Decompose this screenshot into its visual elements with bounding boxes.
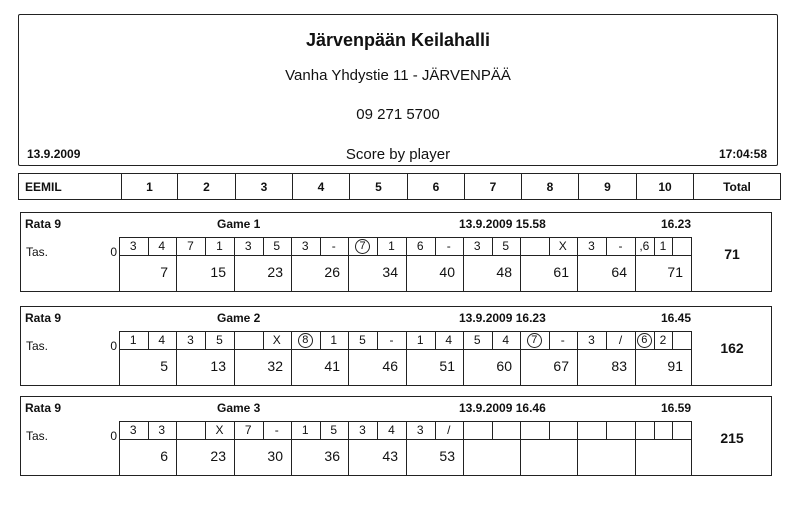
- ball-mark: 7: [187, 239, 194, 253]
- ball-mark: X: [272, 333, 281, 347]
- ball-mark: 5: [359, 333, 366, 347]
- print-date: 13.9.2009: [27, 147, 81, 161]
- frame-grid: [21, 237, 771, 291]
- frame-score: [635, 441, 691, 471]
- ball-mark: [234, 331, 263, 349]
- game-end: 16.45: [661, 311, 692, 325]
- ball-mark: [463, 421, 492, 439]
- ball-mark: 1: [129, 333, 137, 347]
- lane-label: Rata 9: [25, 311, 62, 325]
- ball-mark: 3: [473, 239, 481, 253]
- handicap-label: Tas.: [26, 429, 49, 443]
- ball-mark-split: [291, 331, 320, 349]
- game-title: Game 2: [217, 311, 261, 325]
- frame-grid: [21, 331, 771, 385]
- frame-score: 51: [439, 358, 455, 374]
- report-subtitle: Score by player: [345, 146, 451, 163]
- frame-score: 83: [611, 358, 627, 374]
- frame-label: 10: [637, 174, 694, 199]
- frame-score: [520, 441, 577, 471]
- frame-score: 60: [496, 358, 512, 374]
- ball-mark: 1: [388, 239, 395, 253]
- ball-mark: [520, 421, 549, 439]
- frame-score: 61: [553, 264, 569, 280]
- ball-mark: 7: [244, 423, 252, 437]
- game-start: 13.9.2009 16.46: [459, 401, 546, 415]
- game-card: [20, 212, 772, 292]
- ball-mark: 3: [244, 239, 252, 253]
- frame-score: 15: [210, 264, 226, 280]
- game-total: 215: [720, 430, 744, 446]
- ball-mark: -: [331, 239, 336, 253]
- ball-mark: -: [389, 333, 394, 347]
- ball-mark: 1: [659, 239, 667, 253]
- ball-mark: -: [274, 423, 279, 437]
- frame-label: 7: [465, 174, 522, 199]
- game-title: Game 1: [217, 217, 261, 231]
- frame-score: 7: [160, 264, 168, 280]
- hall-phone: 09 271 5700: [356, 106, 440, 123]
- ball-mark-split: [348, 237, 377, 255]
- ball-mark: 3: [187, 333, 194, 347]
- ball-mark: 1: [216, 239, 223, 253]
- ball-mark: 5: [330, 423, 338, 437]
- ball-mark: 4: [158, 333, 166, 347]
- frame-score: 91: [667, 358, 683, 374]
- split-mark: 8: [298, 333, 313, 348]
- hall-header: [18, 14, 778, 166]
- ball-mark: /: [618, 333, 623, 347]
- ball-mark: 1: [330, 333, 338, 347]
- frame-score: 67: [553, 358, 569, 374]
- ball-mark: [654, 421, 673, 439]
- ball-mark: -: [560, 333, 565, 347]
- ball-mark: 3: [416, 423, 424, 437]
- grid-line: [691, 237, 692, 291]
- frame-score: 36: [324, 448, 340, 464]
- hall-name: Järvenpään Keilahalli: [305, 30, 491, 50]
- ball-mark: X: [215, 423, 224, 437]
- ball-mark: ,6: [639, 239, 650, 253]
- frame-label: 4: [293, 174, 350, 199]
- total-label: Total: [723, 179, 751, 194]
- frame-score: 13: [210, 358, 226, 374]
- ball-mark: 6: [416, 239, 424, 253]
- handicap-label: Tas.: [26, 245, 49, 259]
- frame-score: 26: [324, 264, 340, 280]
- lane-label: Rata 9: [25, 401, 62, 415]
- game-start: 13.9.2009 15.58: [459, 217, 546, 231]
- ball-mark: 4: [502, 333, 510, 347]
- split-mark: 7: [355, 239, 370, 254]
- ball-mark: 1: [301, 423, 309, 437]
- ball-mark: [577, 421, 606, 439]
- grid-line: [691, 421, 692, 475]
- ball-mark: 3: [301, 239, 309, 253]
- ball-mark: 4: [388, 423, 395, 437]
- ball-mark: [635, 421, 654, 439]
- frame-label: 6: [408, 174, 465, 199]
- ball-mark: [549, 421, 578, 439]
- frame-score: 23: [267, 264, 283, 280]
- player-name: EEMIL: [19, 174, 122, 199]
- handicap-value: 0: [110, 339, 117, 353]
- game-total: 162: [720, 340, 744, 356]
- handicap-label: Tas.: [26, 339, 49, 353]
- game-start: 13.9.2009 16.23: [459, 311, 546, 325]
- game-end: 16.59: [661, 401, 692, 415]
- frame-score: 6: [160, 448, 168, 464]
- ball-mark: 3: [158, 423, 166, 437]
- handicap-value: 0: [110, 245, 117, 259]
- frame-score: 30: [267, 448, 283, 464]
- frame-label: 8: [522, 174, 579, 199]
- frame-label: 9: [579, 174, 637, 199]
- frame-score: [577, 441, 635, 471]
- split-mark: 6: [637, 333, 652, 348]
- ball-mark: 4: [158, 239, 166, 253]
- player-header-row: [18, 173, 781, 200]
- ball-mark: /: [447, 423, 451, 437]
- frame-score: 64: [611, 264, 627, 280]
- ball-mark: 3: [129, 239, 137, 253]
- ball-mark: [672, 421, 691, 439]
- frame-score: 34: [382, 264, 398, 280]
- frame-score: 41: [324, 358, 340, 374]
- frame-score: 46: [382, 358, 398, 374]
- ball-mark: -: [446, 239, 451, 253]
- frame-score: 32: [267, 358, 283, 374]
- game-card: [20, 306, 772, 386]
- game-end: 16.23: [661, 217, 692, 231]
- grid-line: [691, 331, 692, 385]
- ball-mark: 3: [588, 239, 595, 253]
- ball-mark: [520, 237, 549, 255]
- frame-score: 53: [439, 448, 455, 464]
- ball-mark: 5: [502, 239, 510, 253]
- ball-mark: 3: [588, 333, 595, 347]
- ball-mark: 5: [273, 239, 281, 253]
- ball-mark: [606, 421, 635, 439]
- frame-label: 1: [122, 174, 178, 199]
- frame-label: 3: [236, 174, 293, 199]
- game-card: [20, 396, 772, 476]
- frame-grid: [21, 421, 771, 475]
- frame-score: 43: [382, 448, 398, 464]
- hall-address: Vanha Yhdystie 11 - JÄRVENPÄÄ: [285, 67, 511, 84]
- lane-label: Rata 9: [25, 217, 62, 231]
- frame-label: 5: [350, 174, 408, 199]
- frame-score: 5: [160, 358, 168, 374]
- ball-mark-split: [520, 331, 549, 349]
- split-mark: 7: [527, 333, 542, 348]
- ball-mark: 1: [416, 333, 424, 347]
- ball-mark-split: [635, 331, 654, 349]
- handicap-value: 0: [110, 429, 117, 443]
- ball-mark: [672, 331, 691, 349]
- game-total: 71: [724, 246, 740, 262]
- ball-mark: [176, 421, 205, 439]
- ball-mark: [672, 237, 691, 255]
- frame-score: 71: [667, 264, 683, 280]
- ball-mark: 5: [216, 333, 223, 347]
- frame-score: 23: [210, 448, 226, 464]
- print-time: 17:04:58: [718, 147, 767, 161]
- frame-label: 2: [178, 174, 236, 199]
- ball-mark: 2: [659, 333, 667, 347]
- ball-mark: 3: [359, 423, 366, 437]
- ball-mark: [492, 421, 521, 439]
- frame-score: 48: [496, 264, 512, 280]
- game-title: Game 3: [217, 401, 261, 415]
- ball-mark: 3: [129, 423, 137, 437]
- frame-score: 40: [439, 264, 455, 280]
- ball-mark: X: [558, 239, 567, 253]
- ball-mark: 4: [445, 333, 453, 347]
- frame-score: [463, 441, 520, 471]
- ball-mark: 5: [473, 333, 481, 347]
- ball-mark: -: [618, 239, 623, 253]
